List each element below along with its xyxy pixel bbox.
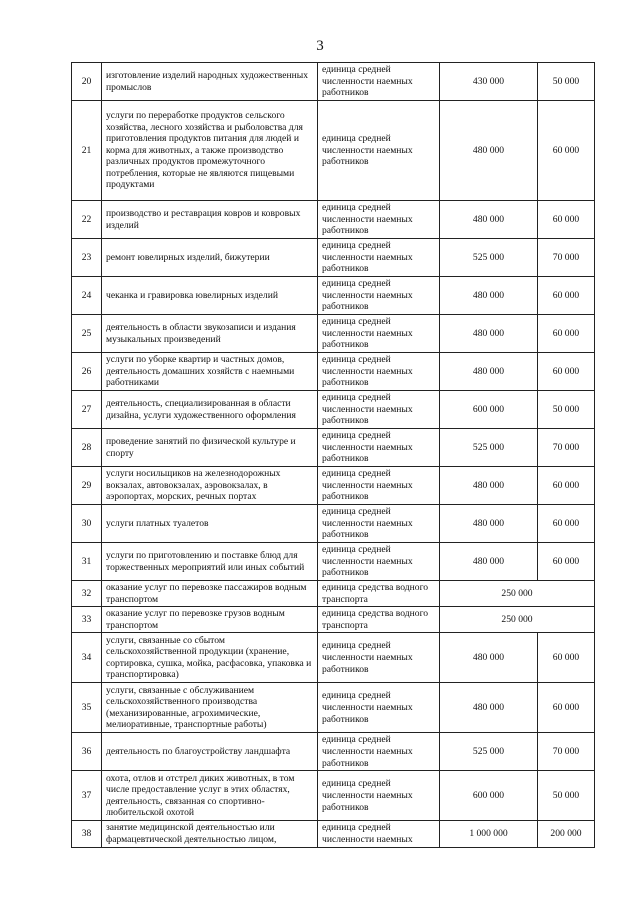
unit-cell: единица средней численности наемных работников [318,353,440,391]
value-cell-2: 70 000 [538,733,595,771]
row-number: 33 [72,607,102,633]
table-row [72,733,595,771]
value-cell-2: 70 000 [538,429,595,467]
activity-cell: услуги, связанные со сбытом сельскохозяйственной продукции (хранение, сортировка, сушка, мойка, расфасовка, упаковка и транспортировка) [102,633,318,683]
table-row [72,633,595,683]
value-cell-1: 480 000 [440,467,538,505]
table-row [72,505,595,543]
value-cell-1: 525 000 [440,733,538,771]
tax-rates-table [71,62,595,848]
value-cell-1: 480 000 [440,353,538,391]
value-cell-1: 480 000 [440,201,538,239]
value-cell-1: 480 000 [440,633,538,683]
row-number: 32 [72,581,102,607]
unit-cell: единица средней численности наемных работников [318,633,440,683]
activity-cell: услуги по приготовлению и поставке блюд для торжественных мероприятий или иных событий [102,543,318,581]
unit-cell: единица средства водного транспорта [318,581,440,607]
unit-cell: единица средней численности наемных работников [318,505,440,543]
value-cell-2: 50 000 [538,391,595,429]
row-number: 30 [72,505,102,543]
row-number: 27 [72,391,102,429]
row-number: 26 [72,353,102,391]
unit-cell: единица средней численности наемных работников [318,683,440,733]
table-row [72,391,595,429]
table-row [72,821,595,847]
value-cell-1: 480 000 [440,101,538,201]
value-cell-2: 60 000 [538,683,595,733]
unit-cell: единица средней численности наемных работников [318,63,440,101]
value-cell-1: 525 000 [440,429,538,467]
value-cell-2: 60 000 [538,505,595,543]
value-cell-2: 60 000 [538,315,595,353]
value-cell-2: 60 000 [538,543,595,581]
unit-cell: единица средней численности наемных [318,821,440,847]
row-number: 28 [72,429,102,467]
value-cell-2: 60 000 [538,467,595,505]
row-number: 37 [72,771,102,821]
value-cell-2: 70 000 [538,239,595,277]
activity-cell: производство и реставрация ковров и ковровых изделий [102,201,318,239]
row-number: 21 [72,101,102,201]
row-number: 25 [72,315,102,353]
activity-cell: услуги, связанные с обслуживанием сельскохозяйственного производства (механизированные, агрохимические, мелиоративные, транспортные работы) [102,683,318,733]
page-number: 3 [316,38,324,54]
table-row [72,277,595,315]
activity-cell: охота, отлов и отстрел диких животных, в том числе предоставление услуг в этих областях, деятельность, связанная со спортивно-любительской охотой [102,771,318,821]
row-number: 34 [72,633,102,683]
row-number: 22 [72,201,102,239]
activity-cell: оказание услуг по перевозке пассажиров водным транспортом [102,581,318,607]
table-row [72,543,595,581]
value-cell-1: 480 000 [440,543,538,581]
unit-cell: единица средней численности наемных работников [318,429,440,467]
activity-cell: услуги по переработке продуктов сельского хозяйства, лесного хозяйства и рыболовства для приготовления продуктов питания для людей и корма для животных, а также производство различных продуктов промежуточного потребления, которые не являются пищевыми продуктами [102,101,318,201]
table-row [72,353,595,391]
value-cell-2: 60 000 [538,277,595,315]
activity-cell: услуги платных туалетов [102,505,318,543]
table-row [72,315,595,353]
value-cell-1: 480 000 [440,277,538,315]
activity-cell: деятельность в области звукозаписи и издания музыкальных произведений [102,315,318,353]
activity-cell: изготовление изделий народных художественных промыслов [102,63,318,101]
activity-cell: деятельность по благоустройству ландшафта [102,733,318,771]
value-cell-1: 480 000 [440,315,538,353]
value-cell-2: 50 000 [538,771,595,821]
table-row [72,467,595,505]
value-cell-1: 480 000 [440,505,538,543]
value-cell-2: 60 000 [538,201,595,239]
table-row [72,683,595,733]
table-row [72,607,595,633]
table-row [72,63,595,101]
value-cell-2: 60 000 [538,101,595,201]
row-number: 20 [72,63,102,101]
activity-cell: услуги по уборке квартир и частных домов, деятельность домашних хозяйств с наемными работниками [102,353,318,391]
value-cell-1: 525 000 [440,239,538,277]
unit-cell: единица средней численности наемных работников [318,733,440,771]
value-cell-2: 200 000 [538,821,595,847]
activity-cell: услуги носильщиков на железнодорожных вокзалах, автовокзалах, аэровокзалах, в аэропортах, морских, речных портах [102,467,318,505]
value-cell-1: 600 000 [440,771,538,821]
unit-cell: единица средней численности наемных работников [318,277,440,315]
value-cell-1: 600 000 [440,391,538,429]
row-number: 24 [72,277,102,315]
row-number: 23 [72,239,102,277]
merged-value-cell: 250 000 [440,607,595,633]
value-cell-1: 430 000 [440,63,538,101]
value-cell-2: 50 000 [538,63,595,101]
value-cell-1: 480 000 [440,683,538,733]
unit-cell: единица средней численности наемных работников [318,467,440,505]
table-row [72,201,595,239]
table-row [72,101,595,201]
table-row [72,771,595,821]
unit-cell: единица средства водного транспорта [318,607,440,633]
value-cell-1: 1 000 000 [440,821,538,847]
table-row [72,581,595,607]
unit-cell: единица средней численности наемных работников [318,391,440,429]
activity-cell: занятие медицинской деятельностью или фармацевтической деятельностью лицом, [102,821,318,847]
unit-cell: единица средней численности наемных работников [318,239,440,277]
unit-cell: единица средней численности наемных работников [318,315,440,353]
row-number: 38 [72,821,102,847]
row-number: 35 [72,683,102,733]
merged-value-cell: 250 000 [440,581,595,607]
value-cell-2: 60 000 [538,353,595,391]
table-row [72,239,595,277]
activity-cell: оказание услуг по перевозке грузов водным транспортом [102,607,318,633]
unit-cell: единица средней численности наемных работников [318,543,440,581]
activity-cell: чеканка и гравировка ювелирных изделий [102,277,318,315]
row-number: 29 [72,467,102,505]
unit-cell: единица средней численности наемных работников [318,771,440,821]
row-number: 36 [72,733,102,771]
table-row [72,429,595,467]
row-number: 31 [72,543,102,581]
value-cell-2: 60 000 [538,633,595,683]
activity-cell: проведение занятий по физической культуре и спорту [102,429,318,467]
activity-cell: деятельность, специализированная в области дизайна, услуги художественного оформления [102,391,318,429]
activity-cell: ремонт ювелирных изделий, бижутерии [102,239,318,277]
unit-cell: единица средней численности наемных работников [318,101,440,201]
unit-cell: единица средней численности наемных работников [318,201,440,239]
